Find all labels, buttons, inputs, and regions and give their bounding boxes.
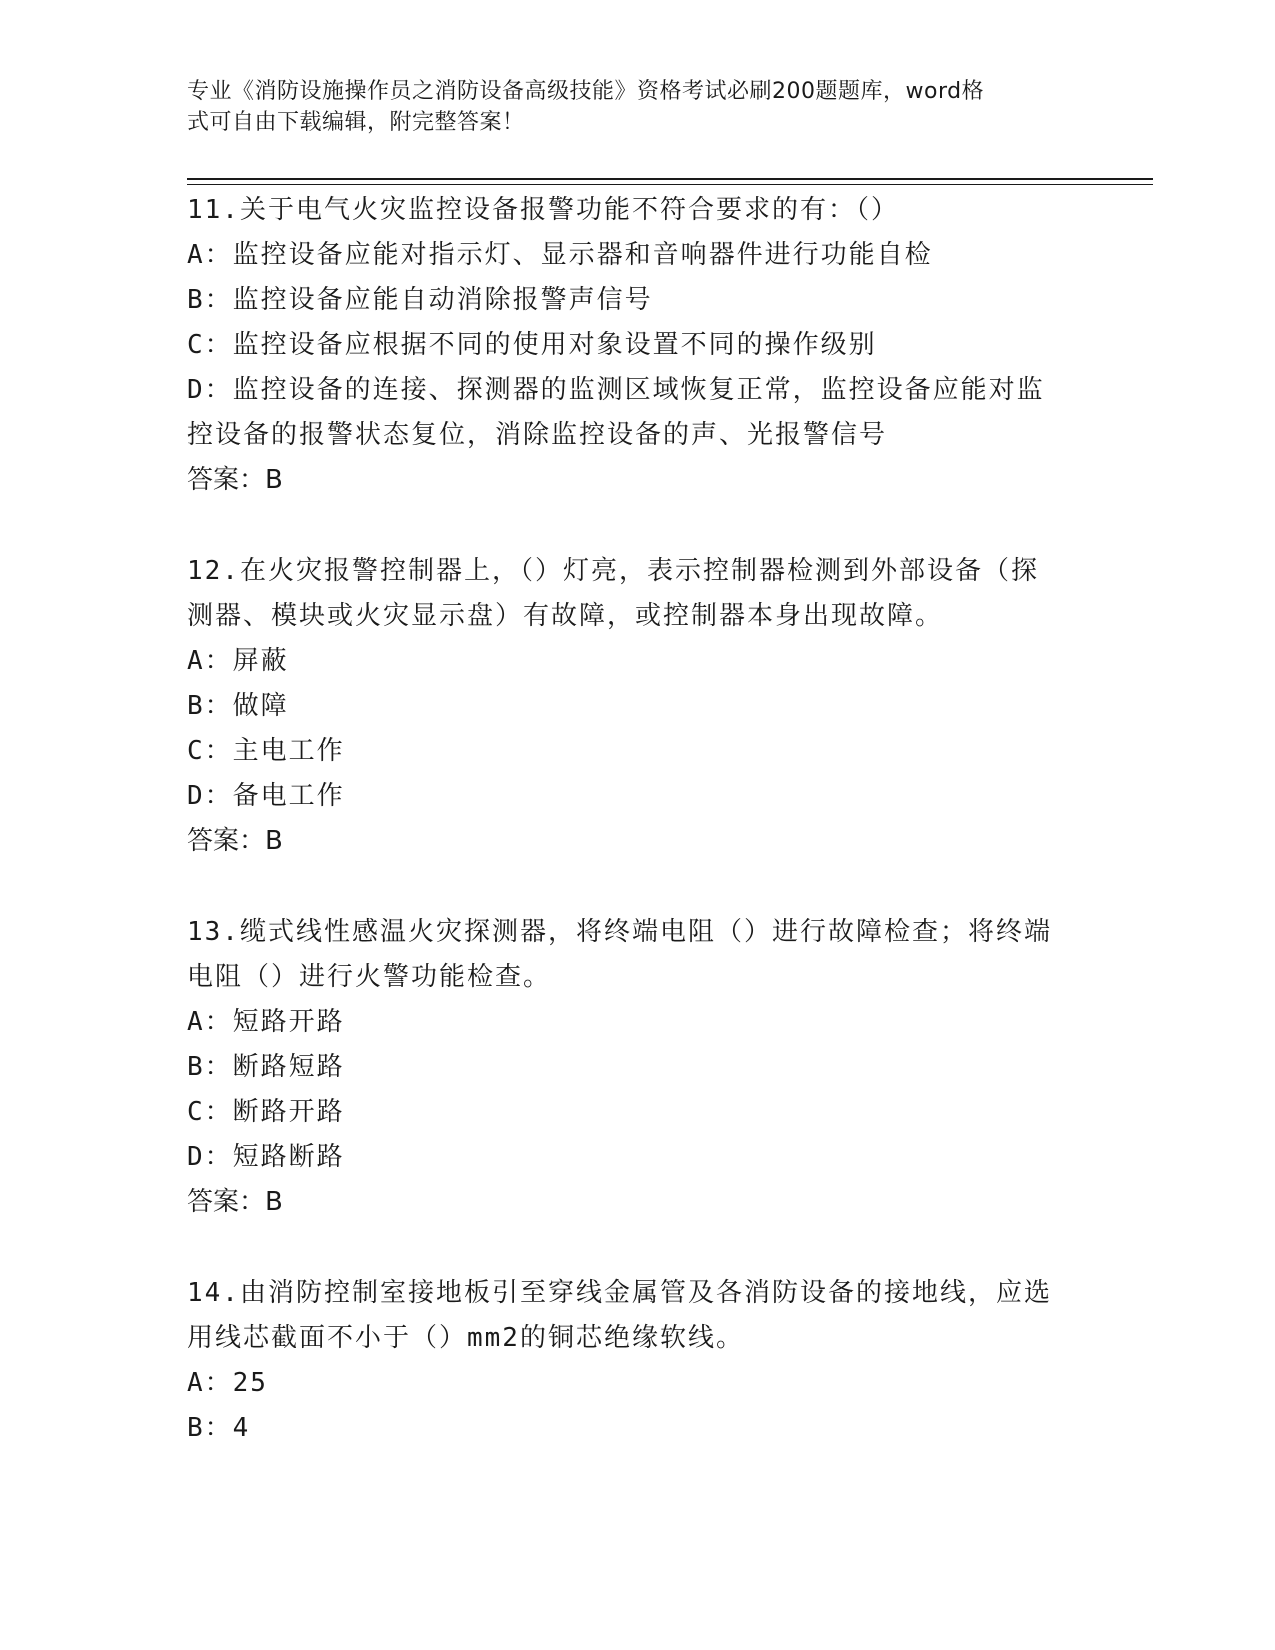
header-divider-thin	[187, 184, 1153, 185]
question-stem-continued: 测器、模块或火灾显示盘）有故障，或控制器本身出现故障。	[187, 601, 944, 631]
option-c: C：监控设备应根据不同的使用对象设置不同的操作级别	[187, 330, 877, 360]
header-line-2: 式可自由下载编辑，附完整答案！	[187, 110, 525, 135]
option-b: B：断路短路	[187, 1052, 345, 1082]
header-line-1: 专业《消防设施操作员之消防设备高级技能》资格考试必刷200题题库，word格	[187, 79, 985, 104]
option-c: C：断路开路	[187, 1097, 345, 1127]
question-stem-continued: 电阻（）进行火警功能检查。	[187, 962, 552, 992]
option-d: D：备电工作	[187, 781, 345, 811]
option-d: D：短路断路	[187, 1142, 345, 1172]
question-11	[187, 188, 1067, 503]
option-c: C：主电工作	[187, 736, 345, 766]
question-14	[187, 1271, 1067, 1451]
answer-label: 答案：B	[187, 465, 283, 495]
question-12	[187, 549, 1067, 864]
option-b: B：监控设备应能自动消除报警声信号	[187, 285, 653, 315]
option-b: B：4	[187, 1413, 251, 1443]
question-stem: 14.由消防控制室接地板引至穿线金属管及各消防设备的接地线，应选	[187, 1278, 1052, 1308]
option-d: D：监控设备的连接、探测器的监测区域恢复正常，监控设备应能对监	[187, 375, 1045, 405]
answer-label: 答案：B	[187, 1187, 283, 1217]
document-header	[187, 76, 1067, 138]
option-a: A：短路开路	[187, 1007, 345, 1037]
question-13	[187, 910, 1067, 1225]
question-stem: 13.缆式线性感温火灾探测器，将终端电阻（）进行故障检查；将终端	[187, 917, 1052, 947]
question-stem: 12.在火灾报警控制器上，（）灯亮，表示控制器检测到外部设备（探	[187, 556, 1039, 586]
header-divider-thick	[187, 178, 1153, 180]
option-a: A：屏蔽	[187, 646, 289, 676]
option-d-continued: 控设备的报警状态复位，消除监控设备的声、光报警信号	[187, 420, 888, 450]
option-a: A：25	[187, 1368, 268, 1398]
question-stem: 11.关于电气火灾监控设备报警功能不符合要求的有：（）	[187, 195, 899, 225]
answer-label: 答案：B	[187, 826, 283, 856]
question-stem-continued: 用线芯截面不小于（）mm2的铜芯绝缘软线。	[187, 1323, 744, 1353]
option-a: A：监控设备应能对指示灯、显示器和音响器件进行功能自检	[187, 240, 933, 270]
option-b: B：做障	[187, 691, 289, 721]
question-list	[187, 188, 1067, 1497]
